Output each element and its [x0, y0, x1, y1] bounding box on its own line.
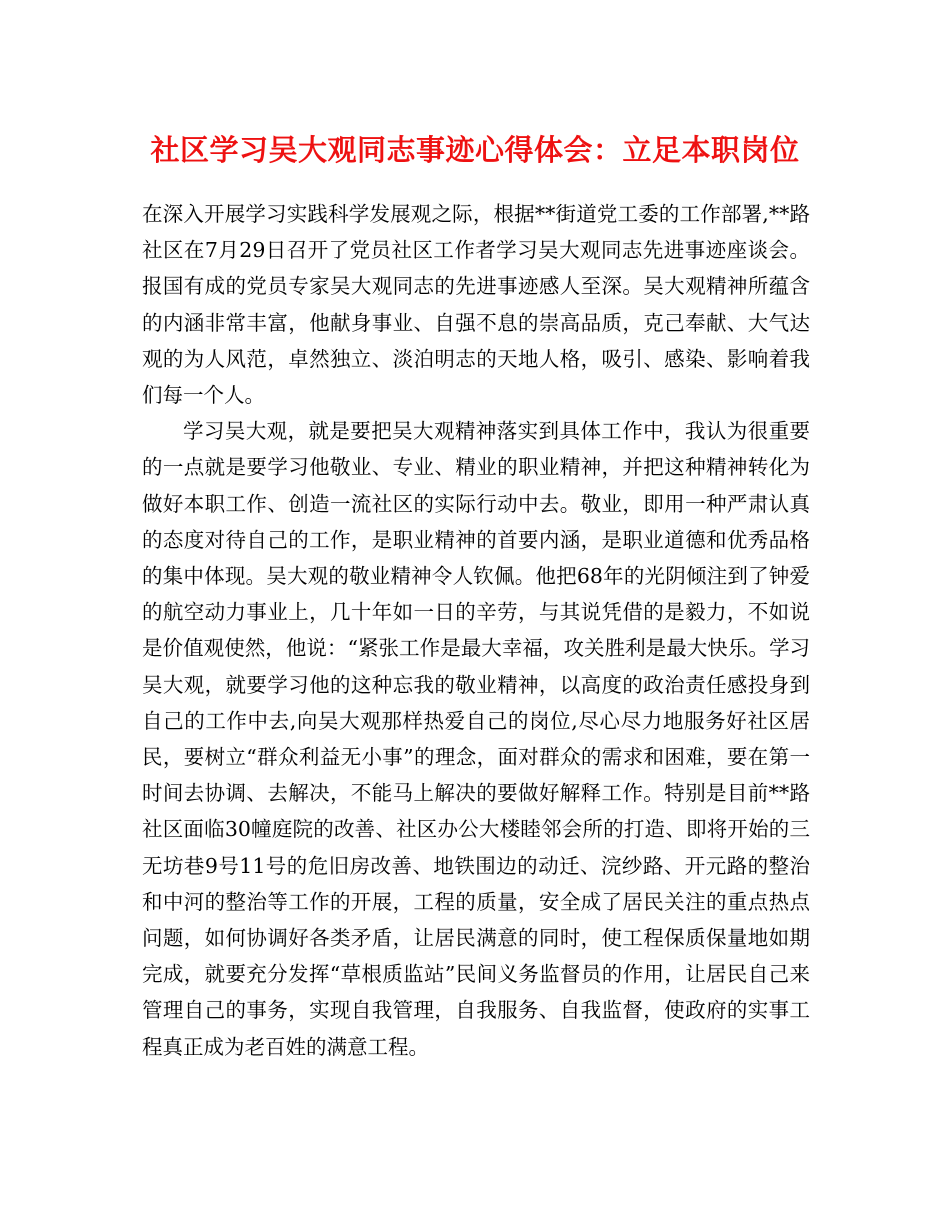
paragraph-main: 学习吴大观，就是要把吴大观精神落实到具体工作中，我认为很重要的一点就是要学习他敬业、专业、精业的职业精神，并把这种精神转化为做好本职工作、创造一流社区的实际行动中去。敬业，即用一种严肃认真的态度对待自己的工作，是职业精神的首要内涵，是职业道德和优秀品格的集中体现。吴大观的敬业精神令人钦佩。他把68年的光阴倾注到了钟爱的航空动力事业上，几十年如一日的辛劳，与其说凭借的是毅力，不如说是价值观使然，他说：“紧张工作是最大幸福，攻关胜利是最大快乐。学习吴大观，就要学习他的这种忘我的敬业精神，以高度的政治责任感投身到自己的工作中去,向吴大观那样热爱自己的岗位,尽心尽力地服务好社区居民，要树立“群众利益无小事”的理念，面对群众的需求和困难，要在第一时间去协调、去解决，不能马上解决的要做好解释工作。特别是目前**路社区面临30幢庭院的改善、社区办公大楼睦邻会所的打造、即将开始的三无坊巷9号11号的危旧房改善、地铁围边的动迁、浣纱路、开元路的整治和中河的整治等工作的开展，工程的质量，安全成了居民关注的重点热点问题，如何协调好各类矛盾，让居民满意的同时，使工程保质保量地如期完成，就要充分发挥“草根质监站”民间义务监督员的作用，让居民自己来管理自己的事务，实现自我管理，自我服务、自我监督，使政府的实事工程真正成为老百姓的满意工程。 [142, 419, 810, 1059]
paragraph-intro: 在深入开展学习实践科学发展观之际，根据**街道党工委的工作部署,**路社区在7月29日召开了党员社区工作者学习吴大观同志先进事迹座谈会。报国有成的党员专家吴大观同志的先进事迹感人至深。吴大观精神所蕴含的内涵非常丰富，他献身事业、自强不息的崇高品质，克己奉献、大气达观的为人风范，卓然独立、淡泊明志的天地人格，吸引、感染、影响着我们每一个人。 [142, 202, 810, 408]
document-body [142, 196, 810, 1065]
document-title: 社区学习吴大观同志事迹心得体会：立足本职岗位 [150, 133, 800, 167]
